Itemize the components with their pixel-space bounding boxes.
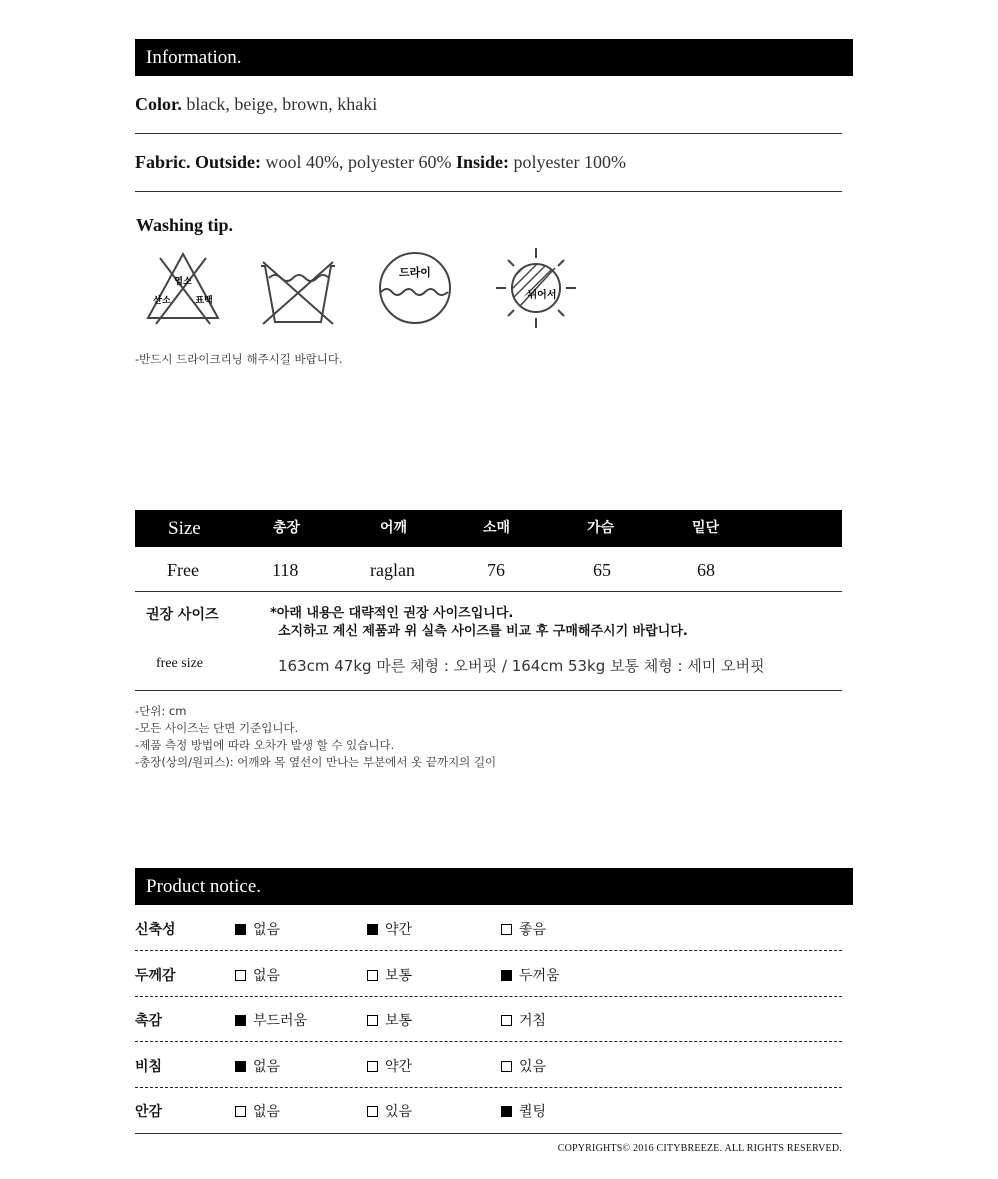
checked-box-icon xyxy=(235,1061,246,1072)
flat-dry-text: 뉘어서 xyxy=(527,290,557,301)
dry-clean-icon xyxy=(372,248,458,328)
checked-box-icon xyxy=(501,970,512,981)
notice-option xyxy=(367,1010,412,1030)
dashed-divider xyxy=(135,950,842,951)
unchecked-box-icon xyxy=(235,970,246,981)
unchecked-box-icon xyxy=(367,1015,378,1026)
checked-box-icon xyxy=(235,1015,246,1026)
no-bleach-text-left: 산소 xyxy=(153,296,171,306)
notice-row-label: 비침 xyxy=(135,1059,163,1075)
no-bleach-text-top: 염소 xyxy=(174,277,192,287)
unchecked-box-icon xyxy=(501,1015,512,1026)
notice-option-label: 없음 xyxy=(253,1059,281,1075)
notice-option xyxy=(235,1101,280,1121)
size-notes xyxy=(135,703,496,771)
notice-option-label: 좋음 xyxy=(519,922,547,938)
information-header xyxy=(135,39,853,76)
size-header-cell: 어깨 xyxy=(380,520,408,536)
size-header-cell: Size xyxy=(168,518,201,539)
notice-option-label: 있음 xyxy=(519,1059,547,1075)
outside-label: Outside: xyxy=(195,152,262,172)
checked-box-icon xyxy=(501,1106,512,1117)
washing-title: Washing tip. xyxy=(136,215,234,235)
dry-clean-text: 드라이 xyxy=(399,266,431,279)
notice-option xyxy=(501,1056,546,1076)
recommend-text xyxy=(270,605,688,641)
no-wash-icon xyxy=(255,248,341,328)
unchecked-box-icon xyxy=(501,1061,512,1072)
notice-option-label: 거침 xyxy=(519,1013,547,1029)
free-size-value: 163cm 47kg 마른 체형 : 오버핏 / 164cm 53kg 보통 체형 : 세미 오버핏 xyxy=(278,657,765,675)
unchecked-box-icon xyxy=(235,1106,246,1117)
size-note: -총장(상의/원피스): 어깨와 목 옆선이 만나는 부분에서 옷 끝까지의 길이 xyxy=(135,755,497,769)
flat-dry-icon xyxy=(493,248,579,328)
notice-option-label: 약간 xyxy=(385,1059,413,1075)
notice-option xyxy=(235,919,280,939)
no-bleach-icon xyxy=(140,248,226,328)
size-cell: raglan xyxy=(370,560,415,580)
size-header-cell: 가슴 xyxy=(587,520,615,536)
size-header-cell: 소매 xyxy=(483,520,511,536)
dashed-divider xyxy=(135,1087,842,1088)
free-size-label: free size xyxy=(156,656,204,671)
size-table-row xyxy=(135,552,842,589)
notice-row xyxy=(135,953,842,998)
size-note: -제품 측정 방법에 따라 오차가 발생 할 수 있습니다. xyxy=(135,738,395,752)
notice-option xyxy=(235,1010,307,1030)
copyright: COPYRIGHTS© 2016 CITYBREEZE. ALL RIGHTS RESERVED. xyxy=(557,1143,842,1154)
no-bleach-text-right: 표백 xyxy=(195,296,213,306)
recommend-line-2: 소지하고 계신 제품과 위 실측 사이즈를 비교 후 구매해주시기 바랍니다. xyxy=(278,624,688,639)
notice-option xyxy=(235,965,280,985)
product-notice-header xyxy=(135,868,853,905)
size-cell: 65 xyxy=(593,560,611,580)
divider xyxy=(135,1133,842,1134)
size-cell: 118 xyxy=(272,560,299,580)
dashed-divider xyxy=(135,996,842,997)
product-notice-title: Product notice. xyxy=(146,876,262,897)
size-cell: 68 xyxy=(697,560,715,580)
notice-option xyxy=(367,1056,412,1076)
divider xyxy=(135,191,842,192)
notice-option-label: 보통 xyxy=(385,1013,413,1029)
size-note: -단위: cm xyxy=(135,704,187,718)
fabric-label: Fabric. xyxy=(135,152,191,172)
unchecked-box-icon xyxy=(367,1106,378,1117)
recommend-size-block xyxy=(135,600,842,690)
notice-row xyxy=(135,998,842,1043)
notice-option-label: 퀼팅 xyxy=(519,1104,547,1120)
recommend-line-1: *아래 내용은 대략적인 권장 사이즈입니다. xyxy=(270,606,514,621)
outside-value: wool 40%, polyester 60% xyxy=(265,152,452,172)
inside-value: polyester 100% xyxy=(513,152,626,172)
size-header-cell: 밑단 xyxy=(692,520,720,536)
notice-row xyxy=(135,1089,842,1134)
notice-option xyxy=(501,965,560,985)
notice-option xyxy=(367,965,412,985)
notice-row xyxy=(135,907,842,952)
color-value: black, beige, brown, khaki xyxy=(186,94,378,114)
checked-box-icon xyxy=(235,924,246,935)
divider xyxy=(135,133,842,134)
notice-option-label: 없음 xyxy=(253,968,281,984)
size-header-cell: 총장 xyxy=(273,520,301,536)
unchecked-box-icon xyxy=(501,924,512,935)
size-table-header xyxy=(135,510,842,547)
divider xyxy=(135,591,842,592)
notice-option xyxy=(235,1056,280,1076)
inside-label: Inside: xyxy=(455,152,509,172)
notice-option-label: 없음 xyxy=(253,1104,281,1120)
recommend-label: 권장 사이즈 xyxy=(146,607,219,623)
divider xyxy=(135,690,842,691)
color-row xyxy=(135,94,842,115)
notice-option xyxy=(501,1010,546,1030)
notice-option xyxy=(501,919,546,939)
information-title: Information. xyxy=(146,47,242,68)
size-cell: 76 xyxy=(487,560,505,580)
notice-row-label: 촉감 xyxy=(135,1013,163,1029)
notice-option-label: 두꺼움 xyxy=(519,968,560,984)
checked-box-icon xyxy=(367,924,378,935)
notice-option-label: 약간 xyxy=(385,922,413,938)
dashed-divider xyxy=(135,1041,842,1042)
unchecked-box-icon xyxy=(367,1061,378,1072)
notice-option-label: 부드러움 xyxy=(253,1013,308,1029)
notice-row-label: 안감 xyxy=(135,1104,163,1120)
size-note: -모든 사이즈는 단면 기준입니다. xyxy=(135,721,299,735)
wash-note: -반드시 드라이크리닝 해주시길 바랍니다. xyxy=(135,352,343,366)
notice-option-label: 있음 xyxy=(385,1104,413,1120)
fabric-row xyxy=(135,152,842,173)
unchecked-box-icon xyxy=(367,970,378,981)
notice-row-label: 두께감 xyxy=(135,968,176,984)
notice-option xyxy=(501,1101,546,1121)
notice-option-label: 없음 xyxy=(253,922,281,938)
notice-option-label: 보통 xyxy=(385,968,413,984)
size-cell: Free xyxy=(167,560,199,580)
notice-option xyxy=(367,919,412,939)
notice-row-label: 신축성 xyxy=(135,922,176,938)
notice-option xyxy=(367,1101,412,1121)
notice-row xyxy=(135,1044,842,1089)
color-label: Color. xyxy=(135,94,182,114)
